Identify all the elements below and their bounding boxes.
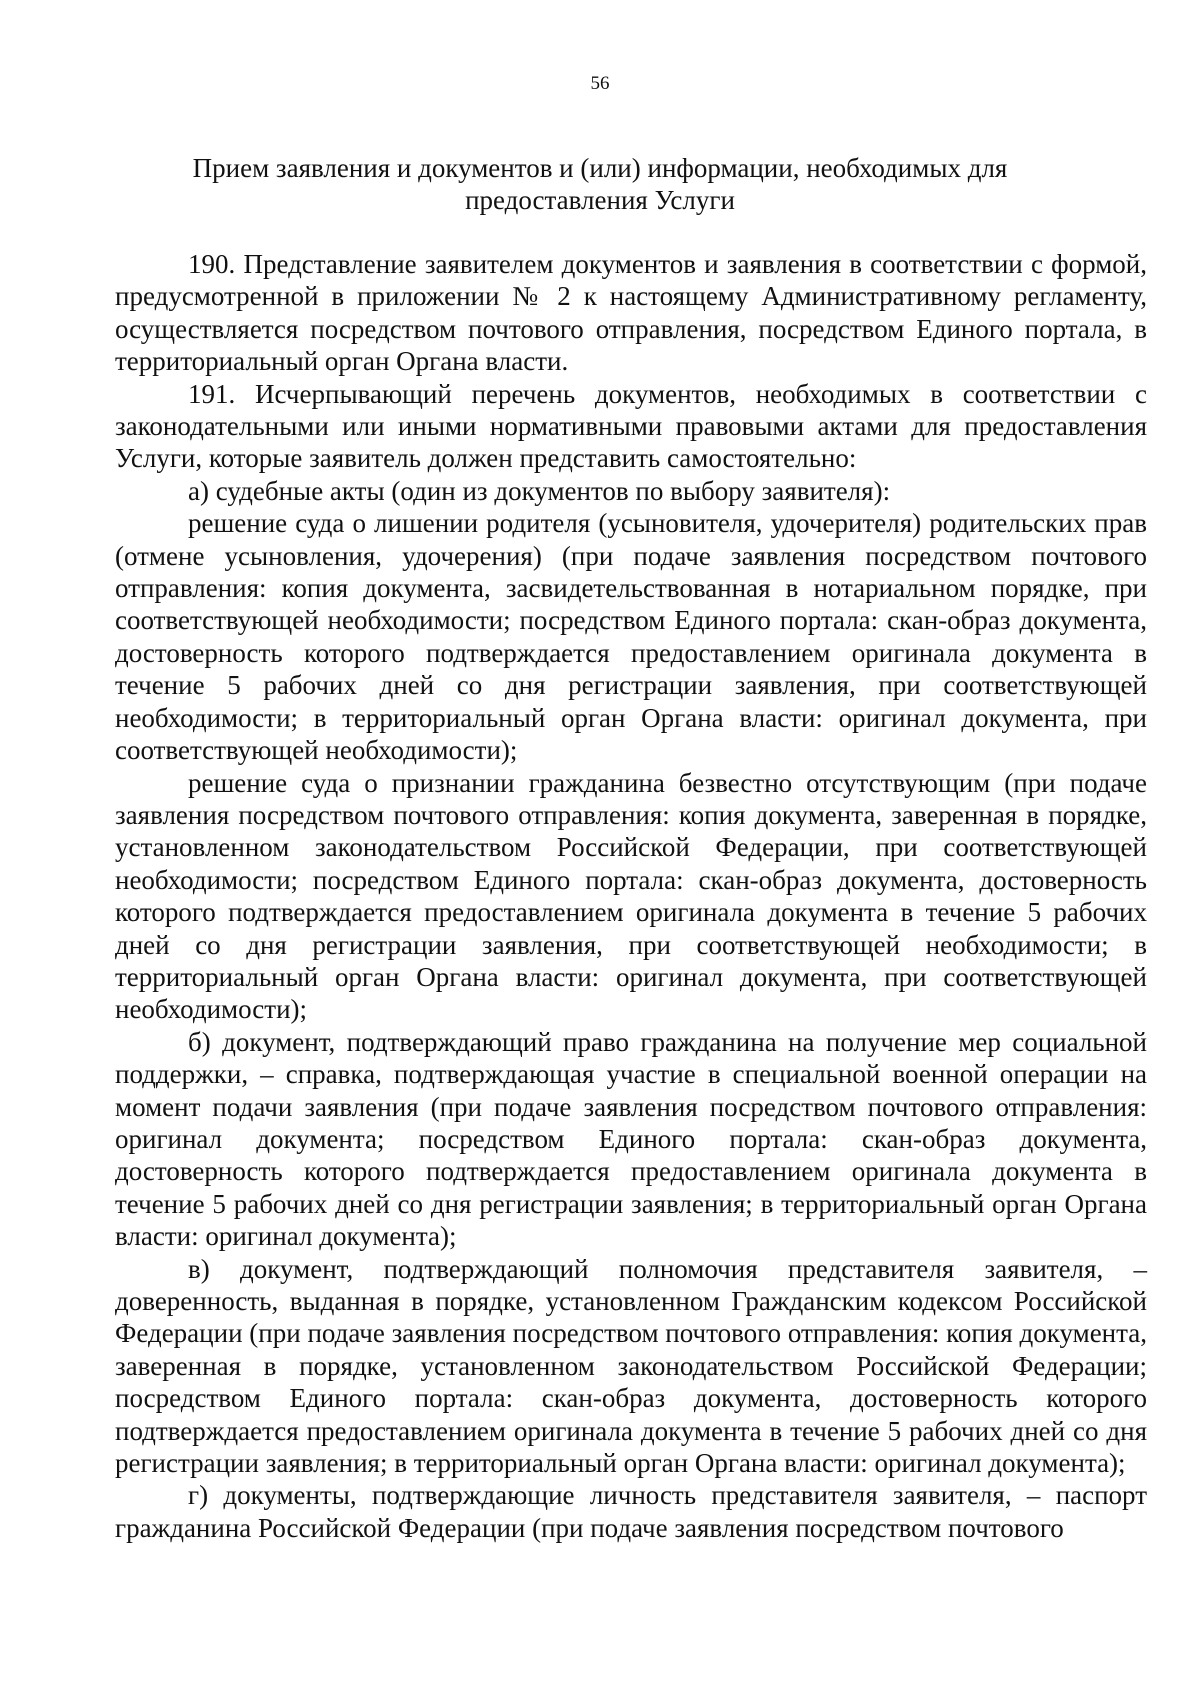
list-item-a: а) судебные акты (один из документов по выбору заявителя): <box>188 475 891 506</box>
section-title: Прием заявления и документов и (или) информации, необходимых для предоставления Услуги <box>192 153 1008 215</box>
list-item-g: г) документы, подтверждающие личность представителя заявителя, – паспорт гражданина Российской Федерации (при подаче заявления посредством почтового <box>115 1480 1147 1543</box>
list-item-b: б) документ, подтверждающий право гражданина на получение мер социальной поддержки, – справка, подтверждающая участие в специальной военной операции на момент подачи заявления (при подаче заявления посредством почтового отправления: оригинал документа; посредством Единого портала: скан-образ документа, достоверность которого подтверждается предоставлением оригинала документа в течение 5 рабочих дней со дня регистрации заявления; в территориальный орган Органа власти: оригинал документа); <box>115 1026 1147 1252</box>
list-item-a-court-decision-missing-person: решение суда о признании гражданина безвестно отсутствующим (при подаче заявления посредством почтового отправления: копия документа, заверенная в порядке, установленном законодательством Российской Федерации, при соответствующей необходимости; посредством Единого портала: скан-образ документа, достоверность которого подтверждается предоставлением оригинала документа в течение 5 рабочих дней со дня регистрации заявления, при соответствующей необходимости; в территориальный орган Органа власти: оригинал документа, при соответствующей необходимости); <box>115 767 1147 1025</box>
paragraph-191: 191. Исчерпывающий перечень документов, необходимых в соответствии с законодательными или иными нормативными правовыми актами для предоставления Услуги, которые заявитель должен представить самостоятельно: <box>115 378 1147 474</box>
page-number: 56 <box>590 73 610 94</box>
list-item-a-court-decision-parental-rights: решение суда о лишении родителя (усыновителя, удочерителя) родительских прав (отмене усыновления, удочерения) (при подаче заявления посредством почтового отправления: копия документа, засвидетельствованная в нотариальном порядке, при соответствующей необходимости; посредством Единого портала: скан-образ документа, достоверность которого подтверждается предоставлением оригинала документа в течение 5 рабочих дней со дня регистрации заявления, при соответствующей необходимости; в территориальный орган Органа власти: оригинал документа, при соответствующей необходимости); <box>115 508 1147 766</box>
paragraph-190: 190. Представление заявителем документов и заявления в соответствии с формой, предусмотренной в приложении № 2 к настоящему Административному регламенту, осуществляется посредством почтового отправления, посредством Единого портала, в территориальный орган Органа власти. <box>115 249 1147 377</box>
body-text <box>115 248 1147 1544</box>
list-item-v: в) документ, подтверждающий полномочия представителя заявителя, – доверенность, выданная в порядке, установленном Гражданским кодексом Российской Федерации (при подаче заявления посредством почтового отправления: копия документа, заверенная в порядке, установленном законодательством Российской Федерации; посредством Единого портала: скан-образ документа, достоверность которого подтверждается предоставлением оригинала документа в течение 5 рабочих дней со дня регистрации заявления; в территориальный орган Органа власти: оригинал документа); <box>115 1253 1147 1479</box>
